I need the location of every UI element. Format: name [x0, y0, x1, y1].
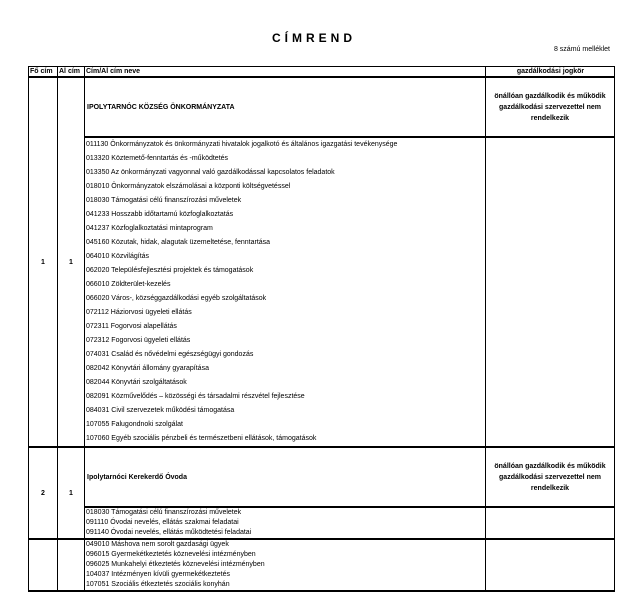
activity-item: 107055 Falugondnoki szolgálat — [86, 421, 183, 428]
activity-item: 082091 Közművelődés – közösségi és társadalmi részvétel fejlesztése — [86, 393, 305, 400]
activity-item: 066020 Város-, községgazdálkodási egyéb szolgáltatások — [86, 295, 267, 302]
activity-item: 091110 Óvodai nevelés, ellátás szakmai feladatai — [86, 519, 239, 526]
activity-item: 018030 Támogatási célú finanszírozási műveletek — [86, 197, 242, 204]
header-name: Cím/Al cím neve — [85, 67, 486, 78]
activity-item: 107060 Egyéb szociális pénzbeli és természetbeni ellátások, támogatások — [86, 435, 317, 442]
activity-item: 072112 Háziorvosi ügyeleti ellátás — [86, 309, 192, 316]
activity-item: 084031 Civil szervezetek működési támogatása — [86, 407, 235, 414]
activity-item: 074031 Család és nővédelmi egészségügyi gondozás — [86, 351, 254, 358]
section-name: IPOLYTARNÓC KÖZSÉG ÖNKORMÁNYZATA — [85, 77, 486, 137]
empty-fo-cim-cell — [29, 539, 58, 591]
section-row-1 — [29, 77, 615, 137]
empty-scope-cell — [486, 539, 615, 591]
al-cim-cell: 1 — [58, 447, 85, 539]
activity-item: 096025 Munkahelyi étkeztetés köznevelési intézményben — [86, 561, 265, 568]
al-cim-cell: 1 — [58, 77, 85, 447]
section-name: Ipolytarnóci Kerekerdő Óvoda — [85, 447, 486, 507]
header-al-cim: Al cím — [58, 67, 85, 78]
fo-cim-cell: 1 — [29, 77, 58, 447]
activity-item: 082044 Könyvtári szolgáltatások — [86, 379, 187, 386]
activity-item: 091140 Óvodai nevelés, ellátás működtetési feladatai — [86, 529, 252, 536]
activity-item: 041237 Közfoglalkoztatási mintaprogram — [86, 225, 213, 232]
activity-item: 049010 Máshova nem sorolt gazdasági ügyek — [86, 541, 229, 548]
activity-item: 018010 Önkormányzatok elszámolásai a központi költségvetéssel — [86, 183, 291, 190]
activity-list — [85, 507, 486, 539]
activity-item: 107051 Szociális étkeztetés szociális konyhán — [86, 581, 230, 588]
table-header-row — [29, 67, 615, 78]
activity-item: 062020 Településfejlesztési projektek és támogatások — [86, 267, 254, 274]
activity-item: 104037 Intézményen kívüli gyermekétkeztetés — [86, 571, 230, 578]
scope-cell: önállóan gazdálkodik és működik gazdálkodási szervezettel nem rendelkezik — [486, 447, 615, 507]
activity-list — [85, 137, 486, 447]
title-register-table — [28, 66, 615, 592]
activity-list — [85, 539, 486, 591]
activity-item: 072311 Fogorvosi alapellátás — [86, 323, 177, 330]
scope-cell: önállóan gazdálkodik és működik gazdálkodási szervezettel nem rendelkezik — [486, 77, 615, 137]
activity-item: 096015 Gyermekétkeztetés köznevelési intézményben — [86, 551, 256, 558]
activity-item: 045160 Közutak, hidak, alagutak üzemeltetése, fenntartása — [86, 239, 271, 246]
header-scope: gazdálkodási jogkör — [486, 67, 615, 78]
empty-al-cim-cell — [58, 539, 85, 591]
activity-item: 018030 Támogatási célú finanszírozási műveletek — [86, 509, 242, 516]
activity-item: 011130 Önkormányzatok és önkormányzati hivatalok jogalkotó és általános igazgatási tevékenysége — [86, 141, 398, 148]
header-fo-cim: Fő cím — [29, 67, 58, 78]
activity-item: 072312 Fogorvosi ügyeleti ellátás — [86, 337, 191, 344]
activity-item: 041233 Hosszabb időtartamú közfoglalkoztatás — [86, 211, 234, 218]
activity-item: 064010 Közvilágítás — [86, 253, 150, 260]
activity-item: 013350 Az önkormányzati vagyonnal való gazdálkodással kapcsolatos feladatok — [86, 169, 335, 176]
activity-list-row-2 — [29, 507, 615, 539]
activity-item: 013320 Köztemető-fenntartás és -működtetés — [86, 155, 229, 162]
activity-item: 082042 Könyvtári állomány gyarapítása — [86, 365, 209, 372]
fo-cim-cell: 2 — [29, 447, 58, 539]
activity-item: 066010 Zöldterület-kezelés — [86, 281, 171, 288]
activity-list-row-1 — [29, 137, 615, 447]
section-row-2 — [29, 447, 615, 507]
empty-scope-cell — [486, 137, 615, 447]
annex-label: 8 számú melléklet — [553, 46, 610, 53]
activity-list-row-3 — [29, 539, 615, 591]
empty-scope-cell — [486, 507, 615, 539]
document-title: CÍMREND — [272, 31, 356, 45]
